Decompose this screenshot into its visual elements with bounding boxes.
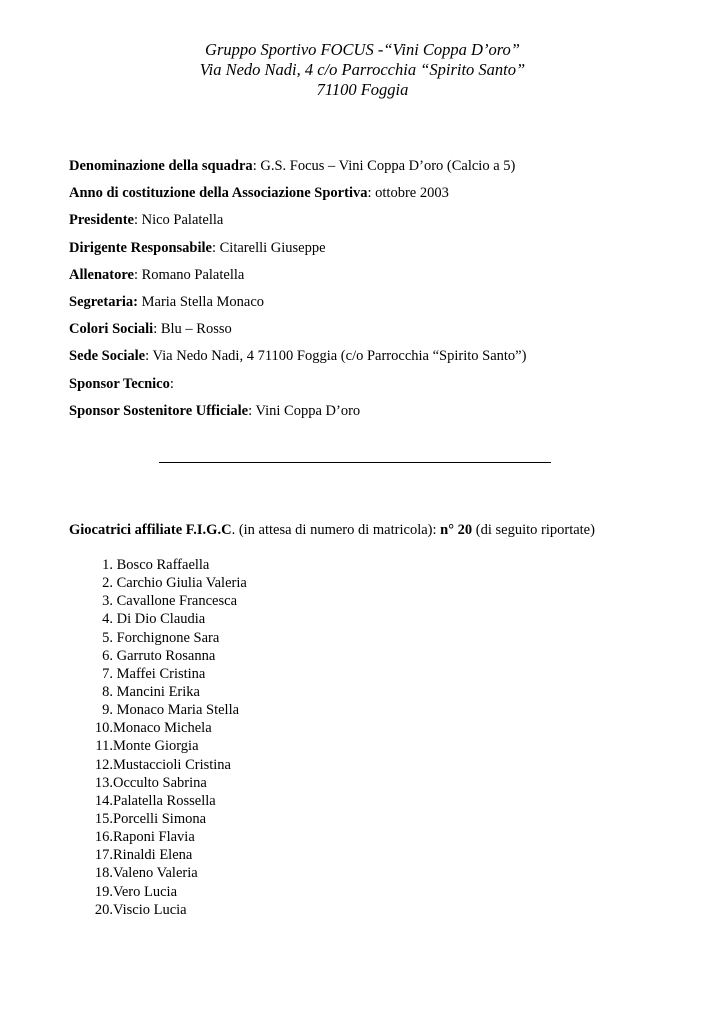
players-intro — [69, 520, 709, 540]
list-item — [85, 883, 247, 901]
list-item — [85, 901, 247, 919]
field-label: Segretaria: — [69, 293, 138, 310]
player-name: Raponi Flavia — [113, 829, 195, 846]
field-separator: : — [252, 158, 261, 174]
field-sponsor-sostenitore — [69, 401, 689, 428]
list-item-number: 5. — [102, 629, 113, 646]
list-item — [85, 792, 247, 810]
field-sede-sociale — [69, 346, 689, 373]
list-item-number: 12. — [94, 756, 113, 773]
field-value: Vini Coppa D’oro — [255, 402, 361, 419]
player-name: Mustaccioli Cristina — [113, 756, 231, 773]
field-separator: : — [367, 185, 376, 202]
field-separator: : — [133, 266, 142, 283]
player-name: Carchio Giulia Valeria — [116, 575, 247, 592]
player-name: Maffei Cristina — [116, 665, 206, 682]
player-name: Occulto Sabrina — [113, 774, 207, 791]
field-separator: : — [133, 212, 142, 229]
field-value: Nico Palatella — [141, 212, 224, 229]
field-allenatore — [69, 265, 689, 292]
field-separator: : — [153, 321, 161, 338]
field-sponsor-tecnico — [69, 374, 689, 401]
field-value: Via Nedo Nadi, 4 71100 Foggia (c/o Parrocchia “Spirito Santo”) — [152, 348, 527, 365]
list-item — [85, 556, 247, 574]
list-item-number: 19. — [94, 883, 113, 900]
list-item — [85, 629, 247, 647]
player-name: Cavallone Francesca — [116, 593, 238, 610]
list-item-number: 9. — [102, 702, 113, 719]
list-item — [85, 665, 247, 683]
player-name: Di Dio Claudia — [116, 611, 206, 628]
list-item — [85, 846, 247, 864]
list-item — [85, 647, 247, 665]
field-segretaria — [69, 292, 689, 319]
field-separator: : — [248, 402, 256, 419]
field-separator: : — [169, 375, 174, 392]
field-label: Anno di costituzione della Associazione Sportiva — [69, 185, 368, 202]
list-item-number: 15. — [94, 810, 113, 827]
horizontal-divider — [159, 462, 551, 463]
field-value: Romano Palatella — [141, 266, 245, 283]
field-separator: : — [145, 348, 153, 365]
list-item-number: 4. — [102, 611, 113, 628]
list-item-number: 13. — [94, 774, 113, 791]
team-info-section — [69, 156, 689, 428]
list-item-number: 16. — [94, 829, 113, 846]
players-intro-label: Giocatrici affiliate F.I.G.C — [69, 522, 232, 538]
field-presidente — [69, 210, 689, 237]
document-header — [0, 40, 725, 100]
header-club-name: Gruppo Sportivo FOCUS -“Vini Coppa D’oro” — [205, 40, 520, 59]
field-value: G.S. Focus – Vini Coppa D’oro (Calcio a 5) — [260, 158, 516, 174]
list-item — [85, 701, 247, 719]
field-value: ottobre 2003 — [375, 185, 449, 202]
list-item-number: 2. — [102, 575, 113, 592]
list-item-number: 7. — [102, 665, 113, 682]
field-separator: : — [211, 239, 220, 256]
list-item — [85, 737, 247, 755]
list-item-number: 10. — [94, 720, 113, 737]
list-item-number: 8. — [102, 683, 113, 700]
list-item-number: 6. — [102, 647, 113, 664]
list-item — [85, 810, 247, 828]
player-name: Viscio Lucia — [113, 901, 187, 918]
field-anno-costituzione — [69, 183, 689, 210]
field-label: Colori Sociali — [69, 321, 154, 338]
player-name: Monaco Michela — [113, 720, 212, 737]
list-item-number: 20. — [94, 901, 113, 918]
field-value: Maria Stella Monaco — [141, 293, 265, 310]
header-city: 71100 Foggia — [316, 80, 409, 99]
player-name: Mancini Erika — [116, 683, 200, 700]
list-item — [85, 828, 247, 846]
list-item-number: 18. — [94, 865, 113, 882]
player-name: Monaco Maria Stella — [116, 702, 240, 719]
player-name: Porcelli Simona — [113, 810, 207, 827]
player-name: Forchignone Sara — [116, 629, 220, 646]
field-label: Dirigente Responsabile — [69, 239, 212, 256]
player-name: Vero Lucia — [113, 883, 178, 900]
player-name: Monte Giorgia — [113, 738, 199, 755]
list-item — [85, 719, 247, 737]
list-item — [85, 774, 247, 792]
list-item-number: 3. — [102, 593, 113, 610]
list-item-number: 14. — [94, 792, 113, 809]
field-value: Blu – Rosso — [160, 321, 232, 338]
list-item-number: 1. — [102, 557, 113, 573]
field-label: Allenatore — [69, 266, 134, 283]
player-name: Garruto Rosanna — [116, 647, 216, 664]
player-name: Valeno Valeria — [113, 865, 198, 882]
field-label: Sede Sociale — [69, 348, 146, 365]
field-dirigente — [69, 238, 689, 265]
player-name: Palatella Rossella — [113, 792, 216, 809]
players-intro-suffix: (di seguito riportate) — [472, 522, 595, 538]
list-item — [85, 756, 247, 774]
header-address: Via Nedo Nadi, 4 c/o Parrocchia “Spirito Santo” — [199, 60, 526, 79]
field-label: Denominazione della squadra — [69, 158, 253, 174]
list-item — [85, 683, 247, 701]
list-item — [85, 610, 247, 628]
list-item — [85, 592, 247, 610]
field-denominazione — [69, 156, 689, 183]
player-name: Bosco Raffaella — [116, 557, 210, 573]
players-count: n° 20 — [440, 522, 473, 538]
players-intro-text: . (in attesa di numero di matricola): — [231, 522, 441, 538]
list-item-number: 11. — [95, 738, 113, 755]
list-item — [85, 574, 247, 592]
field-value: Citarelli Giuseppe — [219, 239, 326, 256]
field-label: Presidente — [69, 212, 134, 229]
list-item-number: 17. — [94, 847, 113, 864]
players-list — [85, 556, 247, 919]
field-label: Sponsor Sostenitore Ufficiale — [69, 402, 249, 419]
player-name: Rinaldi Elena — [113, 847, 193, 864]
field-colori-sociali — [69, 319, 689, 346]
field-label: Sponsor Tecnico — [69, 375, 170, 392]
list-item — [85, 864, 247, 882]
